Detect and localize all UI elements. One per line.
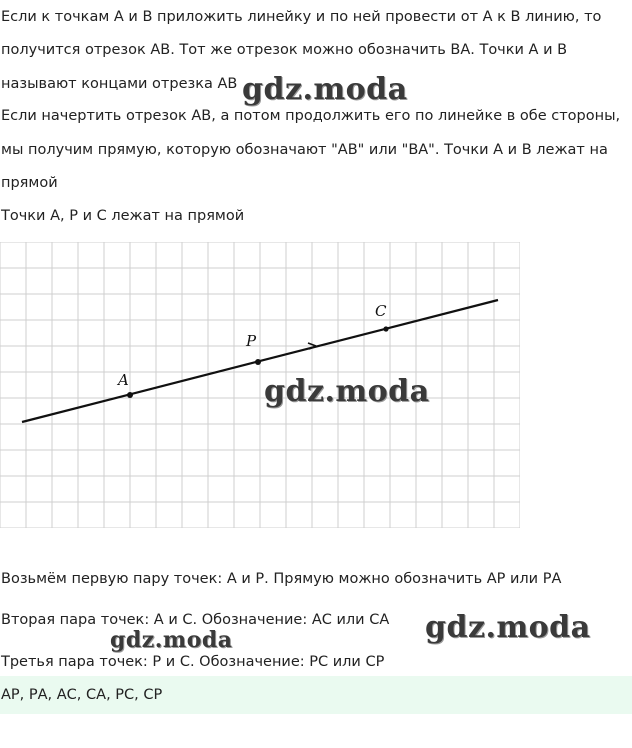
paragraph-1-line-1: Если к точкам А и В приложить линейку и по ней провести от А к В линию, то	[1, 9, 602, 25]
point-label-a: A	[118, 371, 129, 389]
watermark-3: gdz.moda	[425, 610, 591, 645]
grid-figure-svg	[0, 242, 520, 528]
answer-text: АР, РА, АС, СА, РС, СР	[1, 687, 163, 703]
grid	[0, 242, 520, 528]
point-a-dot	[127, 392, 133, 398]
point-c-dot	[383, 326, 388, 331]
watermark-1: gdz.moda	[242, 72, 408, 107]
point-p-dot	[255, 359, 261, 365]
pair-2-text: Вторая пара точек: А и С. Обозначение: АС или СА	[1, 612, 390, 628]
answer-box	[0, 676, 632, 714]
pair-1-text: Возьмём первую пару точек: А и Р. Прямую можно обозначить АР или РА	[1, 571, 562, 587]
paragraph-2-line-2: мы получим прямую, которую обозначают "АВ" или "ВА". Точки А и В лежат на	[1, 142, 608, 158]
point-label-p: P	[246, 332, 257, 350]
paragraph-1-line-2: получится отрезок АВ. Тот же отрезок можно обозначить ВА. Точки А и В	[1, 42, 568, 58]
watermark-4: gdz.moda	[110, 627, 233, 653]
paragraph-1-line-3: называют концами отрезка АВ	[1, 76, 238, 92]
pair-3-text: Третья пара точек: Р и С. Обозначение: РС или СР	[1, 654, 385, 670]
geometry-figure	[0, 242, 520, 528]
paragraph-2-line-3: прямой	[1, 175, 58, 191]
point-label-c: C	[375, 302, 387, 320]
paragraph-2-line-1: Если начертить отрезок АВ, а потом продолжить его по линейке в обе стороны,	[1, 108, 621, 124]
paragraph-3: Точки А, Р и С лежат на прямой	[1, 208, 245, 224]
watermark-2: gdz.moda	[264, 374, 430, 409]
